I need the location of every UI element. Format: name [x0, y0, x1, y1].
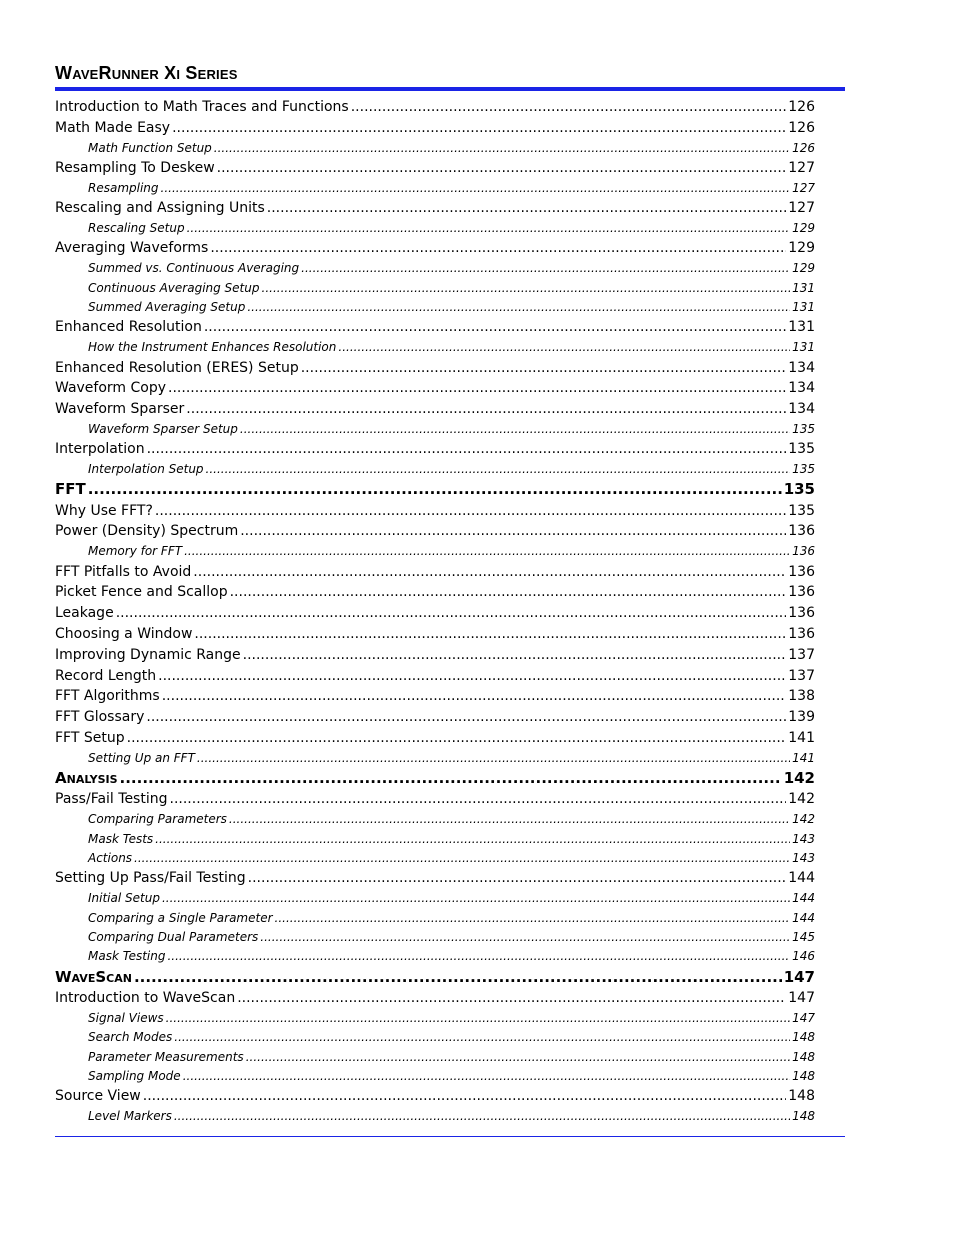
toc-page-number: 137: [788, 667, 815, 684]
toc-page-number: 127: [788, 159, 815, 176]
toc-entry[interactable]: [55, 645, 815, 666]
toc-entry-title: WaveScan: [55, 967, 132, 986]
dot-leader: [217, 158, 787, 179]
dot-leader: [134, 967, 782, 988]
toc-entry-title: Parameter Measurements: [88, 1049, 244, 1064]
toc-subentry[interactable]: [55, 219, 815, 238]
dot-leader: [168, 378, 786, 399]
toc-page-number: 131: [788, 319, 815, 336]
dot-leader: [338, 338, 790, 357]
toc-subentry[interactable]: [55, 338, 815, 357]
table-of-contents: [55, 97, 815, 1126]
footer-rule: [55, 1136, 845, 1137]
toc-entry[interactable]: [55, 666, 815, 687]
toc-page-number: 135: [788, 441, 815, 458]
dot-leader: [166, 1009, 790, 1028]
dot-leader: [206, 460, 791, 479]
toc-page-number: 141: [792, 750, 815, 765]
dot-leader: [262, 279, 791, 298]
toc-subentry[interactable]: [55, 849, 815, 868]
toc-page-number: 136: [788, 523, 815, 540]
toc-subentry[interactable]: [55, 1028, 815, 1047]
toc-entry-title: Actions: [88, 850, 133, 865]
dot-leader: [247, 298, 790, 317]
toc-page-number: 135: [792, 421, 815, 436]
toc-page-number: 131: [792, 299, 815, 314]
dot-leader: [204, 317, 786, 338]
toc-page-number: 141: [788, 730, 815, 747]
dot-leader: [230, 582, 787, 603]
toc-entry-title: Introduction to Math Traces and Functions: [55, 99, 349, 115]
toc-page-number: 137: [788, 646, 815, 663]
toc-page-number: 126: [788, 99, 815, 115]
toc-page-number: 142: [783, 769, 815, 788]
toc-subentry[interactable]: [55, 1067, 815, 1086]
toc-subentry[interactable]: [55, 810, 815, 829]
header-rule: [55, 87, 845, 91]
toc-subentry[interactable]: [55, 298, 815, 317]
toc-page-number: 127: [788, 200, 815, 217]
dot-leader: [301, 358, 787, 379]
toc-entry-title: Signal Views: [88, 1010, 164, 1025]
toc-entry-title: Mask Tests: [88, 831, 154, 846]
toc-page-number: 148: [792, 1068, 815, 1083]
toc-page-number: 134: [788, 380, 815, 397]
toc-entry-title: Rescaling and Assigning Units: [55, 200, 265, 217]
toc-entry-title: Analysis: [55, 769, 118, 788]
toc-entry-title: Mask Testing: [88, 949, 166, 964]
toc-entry[interactable]: [55, 317, 815, 338]
dot-leader: [246, 1048, 790, 1067]
dot-leader: [237, 988, 786, 1009]
toc-subentry[interactable]: [55, 1048, 815, 1067]
toc-entry-title: Math Made Easy: [55, 119, 171, 136]
toc-entry-title: Comparing Parameters: [88, 812, 227, 827]
dot-leader: [243, 645, 787, 666]
toc-entry-title: Enhanced Resolution: [55, 319, 202, 336]
toc-entry-title: Why Use FFT?: [55, 502, 153, 519]
toc-entry-title: Search Modes: [88, 1030, 173, 1045]
dot-leader: [146, 707, 786, 728]
toc-subentry[interactable]: [55, 460, 815, 479]
toc-entry[interactable]: [55, 603, 815, 624]
toc-page-number: 147: [792, 1010, 815, 1025]
dot-leader: [351, 97, 787, 118]
toc-entry[interactable]: [55, 582, 815, 603]
toc-entry[interactable]: [55, 707, 815, 728]
toc-subentry[interactable]: [55, 139, 815, 158]
toc-page-number: 131: [792, 280, 815, 295]
toc-page-number: 136: [788, 605, 815, 622]
dot-leader: [240, 420, 790, 439]
toc-entry[interactable]: [55, 198, 815, 219]
toc-entry-title: Averaging Waveforms: [55, 240, 209, 257]
toc-entry[interactable]: [55, 1086, 815, 1107]
toc-page-number: 135: [792, 462, 815, 477]
dot-leader: [267, 198, 786, 219]
toc-page-number: 131: [792, 340, 815, 355]
dot-leader: [301, 259, 790, 278]
toc-subentry[interactable]: [55, 909, 815, 928]
toc-subentry[interactable]: [55, 1009, 815, 1028]
toc-page-number: 139: [788, 709, 815, 726]
toc-entry[interactable]: [55, 97, 815, 118]
toc-entry-title: Interpolation Setup: [88, 462, 204, 477]
toc-page-number: 142: [788, 791, 815, 808]
toc-page-number: 148: [788, 1088, 815, 1105]
toc-entry[interactable]: [55, 988, 815, 1009]
toc-entry[interactable]: [55, 238, 815, 259]
toc-page-number: 135: [788, 502, 815, 519]
toc-page-number: 145: [792, 929, 815, 944]
toc-entry-title: Power (Density) Spectrum: [55, 523, 239, 540]
toc-entry-title: Waveform Sparser Setup: [88, 421, 238, 436]
series-title: WaveRunner Xi Series: [55, 63, 238, 83]
dot-leader: [134, 849, 790, 868]
toc-entry[interactable]: [55, 358, 815, 379]
toc-page-number: 136: [788, 563, 815, 580]
toc-page-number: 129: [792, 261, 815, 276]
toc-page-number: 147: [788, 989, 815, 1006]
toc-entry-title: Waveform Copy: [55, 380, 167, 397]
toc-subentry[interactable]: [55, 947, 815, 966]
toc-entry-title: Continuous Averaging Setup: [88, 280, 260, 295]
toc-section-heading[interactable]: [55, 768, 815, 789]
dot-leader: [172, 118, 786, 139]
dot-leader: [155, 501, 786, 522]
toc-entry-title: Interpolation: [55, 441, 145, 458]
toc-entry[interactable]: [55, 521, 815, 542]
dot-leader: [210, 238, 786, 259]
dot-leader: [260, 928, 790, 947]
toc-entry-title: Math Function Setup: [88, 140, 212, 155]
toc-page-number: 144: [792, 910, 815, 925]
dot-leader: [229, 810, 790, 829]
dot-leader: [193, 562, 786, 583]
toc-subentry[interactable]: [55, 830, 815, 849]
toc-entry-title: Setting Up an FFT: [88, 750, 195, 765]
toc-page-number: 148: [792, 1030, 815, 1045]
toc-entry-title: Rescaling Setup: [88, 220, 185, 235]
toc-entry-title: Source View: [55, 1088, 141, 1105]
toc-page-number: 136: [788, 584, 815, 601]
dot-leader: [147, 439, 787, 460]
toc-subentry[interactable]: [55, 749, 815, 768]
toc-entry-title: Initial Setup: [88, 891, 160, 906]
dot-leader: [174, 1028, 790, 1047]
toc-entry[interactable]: [55, 118, 815, 139]
toc-entry[interactable]: [55, 399, 815, 420]
toc-page-number: 148: [792, 1109, 815, 1124]
dot-leader: [187, 219, 791, 238]
toc-entry-title: Waveform Sparser: [55, 401, 185, 418]
toc-entry-title: Resampling: [88, 180, 159, 195]
dot-leader: [116, 603, 787, 624]
toc-page-number: 143: [792, 850, 815, 865]
dot-leader: [120, 768, 782, 789]
toc-page-number: 134: [788, 401, 815, 418]
dot-leader: [248, 868, 787, 889]
toc-page-number: 142: [792, 812, 815, 827]
dot-leader: [162, 686, 787, 707]
page-header: [55, 62, 845, 84]
toc-entry-title: Picket Fence and Scallop: [55, 584, 228, 601]
dot-leader: [162, 889, 790, 908]
dot-leader: [194, 624, 786, 645]
toc-entry-title: FFT Pitfalls to Avoid: [55, 563, 192, 580]
dot-leader: [88, 479, 782, 500]
toc-page-number: 126: [788, 119, 815, 136]
toc-entry-title: Improving Dynamic Range: [55, 646, 241, 663]
toc-page-number: 135: [783, 480, 815, 499]
toc-entry[interactable]: [55, 686, 815, 707]
toc-entry-title: FFT Algorithms: [55, 688, 160, 705]
toc-entry-title: Setting Up Pass/Fail Testing: [55, 870, 246, 887]
toc-entry[interactable]: [55, 562, 815, 583]
dot-leader: [161, 179, 791, 198]
dot-leader: [240, 521, 786, 542]
dot-leader: [167, 947, 790, 966]
toc-page-number: 144: [792, 891, 815, 906]
toc-entry-title: Memory for FFT: [88, 544, 183, 559]
toc-subentry[interactable]: [55, 179, 815, 198]
toc-entry[interactable]: [55, 728, 815, 749]
toc-page-number: 126: [792, 140, 815, 155]
toc-entry-title: Sampling Mode: [88, 1068, 181, 1083]
toc-entry-title: Choosing a Window: [55, 626, 193, 643]
toc-entry-title: Record Length: [55, 667, 157, 684]
toc-entry[interactable]: [55, 501, 815, 522]
toc-subentry[interactable]: [55, 420, 815, 439]
toc-page-number: 143: [792, 831, 815, 846]
toc-entry-title: Summed Averaging Setup: [88, 299, 246, 314]
dot-leader: [184, 542, 790, 561]
toc-entry[interactable]: [55, 789, 815, 810]
dot-leader: [197, 749, 790, 768]
toc-entry-title: Summed vs. Continuous Averaging: [88, 261, 300, 276]
toc-entry-title: Comparing Dual Parameters: [88, 929, 259, 944]
toc-subentry[interactable]: [55, 889, 815, 908]
toc-entry[interactable]: [55, 624, 815, 645]
dot-leader: [158, 666, 786, 687]
toc-subentry[interactable]: [55, 542, 815, 561]
toc-subentry[interactable]: [55, 1107, 815, 1126]
toc-entry-title: Resampling To Deskew: [55, 159, 215, 176]
toc-entry[interactable]: [55, 158, 815, 179]
toc-page-number: 129: [788, 240, 815, 257]
toc-entry-title: Level Markers: [88, 1109, 172, 1124]
toc-entry-title: Enhanced Resolution (ERES) Setup: [55, 359, 299, 376]
dot-leader: [275, 909, 791, 928]
toc-subentry[interactable]: [55, 259, 815, 278]
toc-entry-title: Leakage: [55, 605, 114, 622]
toc-entry-title: FFT: [55, 480, 86, 499]
toc-section-heading[interactable]: [55, 479, 815, 500]
toc-entry[interactable]: [55, 868, 815, 889]
dot-leader: [183, 1067, 790, 1086]
toc-page-number: 146: [792, 949, 815, 964]
toc-page-number: 138: [788, 688, 815, 705]
toc-page-number: 129: [792, 220, 815, 235]
toc-entry-title: FFT Setup: [55, 730, 125, 747]
toc-entry-title: FFT Glossary: [55, 709, 145, 726]
dot-leader: [186, 399, 786, 420]
dot-leader: [127, 728, 787, 749]
dot-leader: [155, 830, 790, 849]
dot-leader: [174, 1107, 790, 1126]
toc-page-number: 148: [792, 1049, 815, 1064]
toc-entry[interactable]: [55, 439, 815, 460]
toc-subentry[interactable]: [55, 279, 815, 298]
dot-leader: [214, 139, 790, 158]
toc-section-heading[interactable]: [55, 967, 815, 988]
toc-page-number: 147: [783, 967, 815, 986]
toc-page-number: 136: [788, 626, 815, 643]
toc-entry-title: How the Instrument Enhances Resolution: [88, 340, 337, 355]
toc-page-number: 127: [792, 180, 815, 195]
toc-subentry[interactable]: [55, 928, 815, 947]
toc-page-number: 134: [788, 359, 815, 376]
toc-entry[interactable]: [55, 378, 815, 399]
dot-leader: [143, 1086, 787, 1107]
toc-page-number: 144: [788, 870, 815, 887]
toc-entry-title: Pass/Fail Testing: [55, 791, 168, 808]
toc-page-number: 136: [792, 544, 815, 559]
toc-entry-title: Introduction to WaveScan: [55, 989, 236, 1006]
dot-leader: [170, 789, 787, 810]
toc-entry-title: Comparing a Single Parameter: [88, 910, 273, 925]
